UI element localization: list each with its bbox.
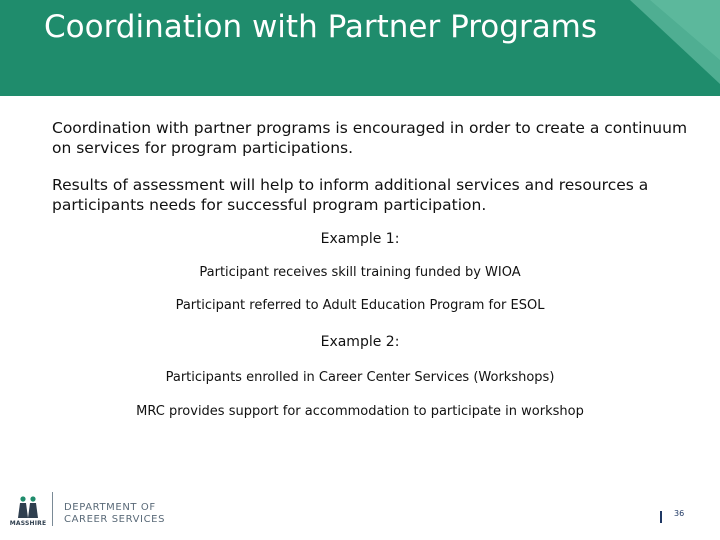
page-number: 36 — [674, 509, 685, 518]
assessment-paragraph: Results of assessment will help to inform additional services and resources a participants needs for successful program participation. — [52, 176, 649, 214]
logo-wordmark: MASSHIRE — [9, 520, 47, 527]
page-number-bar — [660, 511, 662, 523]
slide-title: Coordination with Partner Programs — [44, 9, 598, 45]
example-2-item: MRC provides support for accommodation to participate in workshop — [136, 404, 584, 419]
example-1-heading: Example 1: — [320, 231, 400, 247]
title-banner — [0, 0, 720, 96]
example-1-item: Participant referred to Adult Education Program for ESOL — [175, 298, 545, 313]
department-name-line-1: DEPARTMENT OF — [64, 502, 156, 513]
department-name-line-2: CAREER SERVICES — [64, 514, 166, 525]
example-2-heading: Example 2: — [320, 334, 400, 350]
footer-divider — [52, 492, 53, 526]
intro-paragraph: Coordination with partner programs is encouraged in order to create a continuum on services for program participations. — [52, 119, 688, 157]
masshire-people-logo-icon — [6, 494, 50, 520]
example-2-item: Participants enrolled in Career Center Services (Workshops) — [165, 370, 555, 385]
example-1-item: Participant receives skill training funded by WIOA — [199, 265, 521, 280]
masshire-logo — [6, 494, 50, 528]
